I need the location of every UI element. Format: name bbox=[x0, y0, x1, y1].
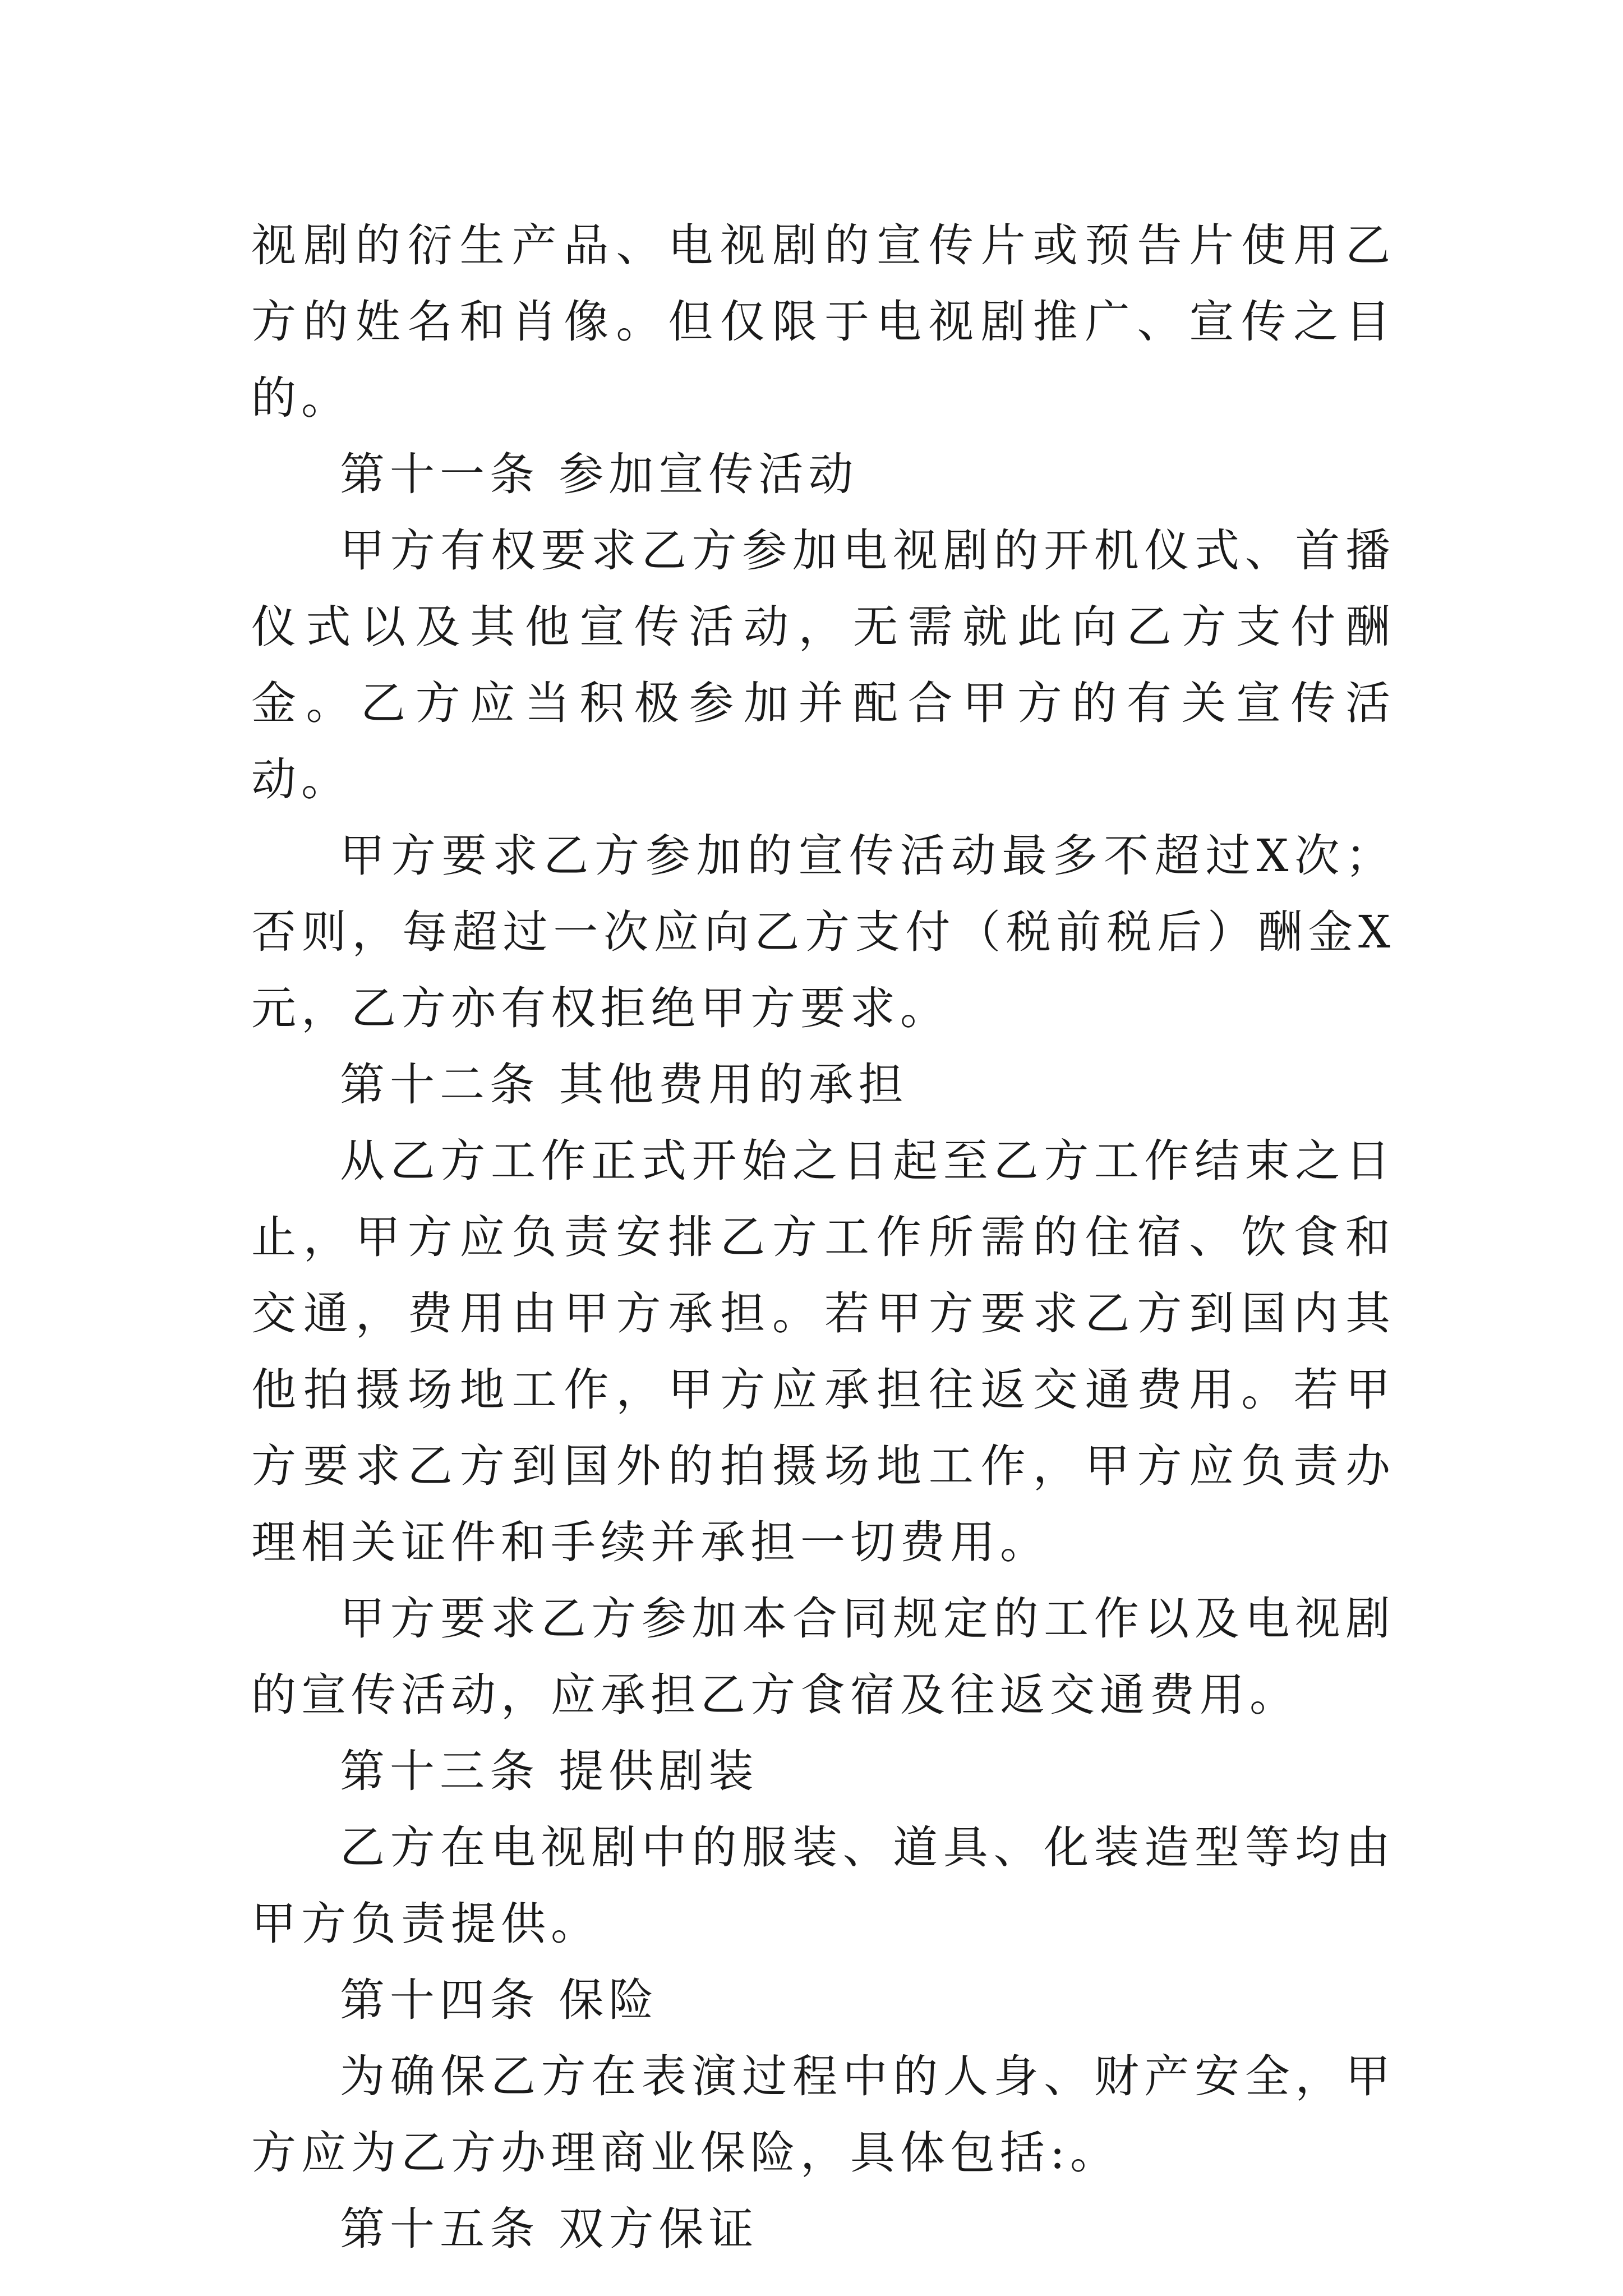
paragraph-continued: 视剧的衍生产品、电视剧的宣传片或预告片使用乙方的姓名和肖像。但仅限于电视剧推广、宣传之目的。 bbox=[251, 219, 1395, 424]
article-13-paragraph-1: 乙方在电视剧中的服装、道具、化装造型等均由甲方负责提供。 bbox=[251, 1821, 1395, 1950]
article-12-heading: 第十二条 其他费用的承担 bbox=[340, 1059, 909, 1111]
article-13-heading: 第十三条 提供剧装 bbox=[340, 1745, 759, 1797]
article-11-heading: 第十一条 参加宣传活动 bbox=[340, 448, 859, 500]
article-12-paragraph-2: 甲方要求乙方参加本合同规定的工作以及电视剧的宣传活动，应承担乙方食宿及往返交通费用。 bbox=[251, 1593, 1395, 1721]
article-11-paragraph-1: 甲方有权要求乙方参加电视剧的开机仪式、首播仪式以及其他宣传活动，无需就此向乙方支付酬金。乙方应当积极参加并配合甲方的有关宣传活动。 bbox=[251, 524, 1395, 806]
contract-text bbox=[251, 208, 1395, 2267]
article-11-paragraph-2: 甲方要求乙方参加的宣传活动最多不超过X次；否则，每超过一次应向乙方支付（税前税后）酬金X元，乙方亦有权拒绝甲方要求。 bbox=[251, 830, 1395, 1034]
article-14-heading: 第十四条 保险 bbox=[340, 1974, 659, 2026]
article-15-heading: 第十五条 双方保证 bbox=[340, 2203, 759, 2255]
article-14-paragraph-1: 为确保乙方在表演过程中的人身、财产安全，甲方应为乙方办理商业保险，具体包括:。 bbox=[251, 2050, 1395, 2179]
article-12-paragraph-1: 从乙方工作正式开始之日起至乙方工作结束之日止，甲方应负责安排乙方工作所需的住宿、饮食和交通，费用由甲方承担。若甲方要求乙方到国内其他拍摄场地工作，甲方应承担往返交通费用。若甲方要求乙方到国外的拍摄场地工作，甲方应负责办理相关证件和手续并承担一切费用。 bbox=[251, 1135, 1395, 1568]
